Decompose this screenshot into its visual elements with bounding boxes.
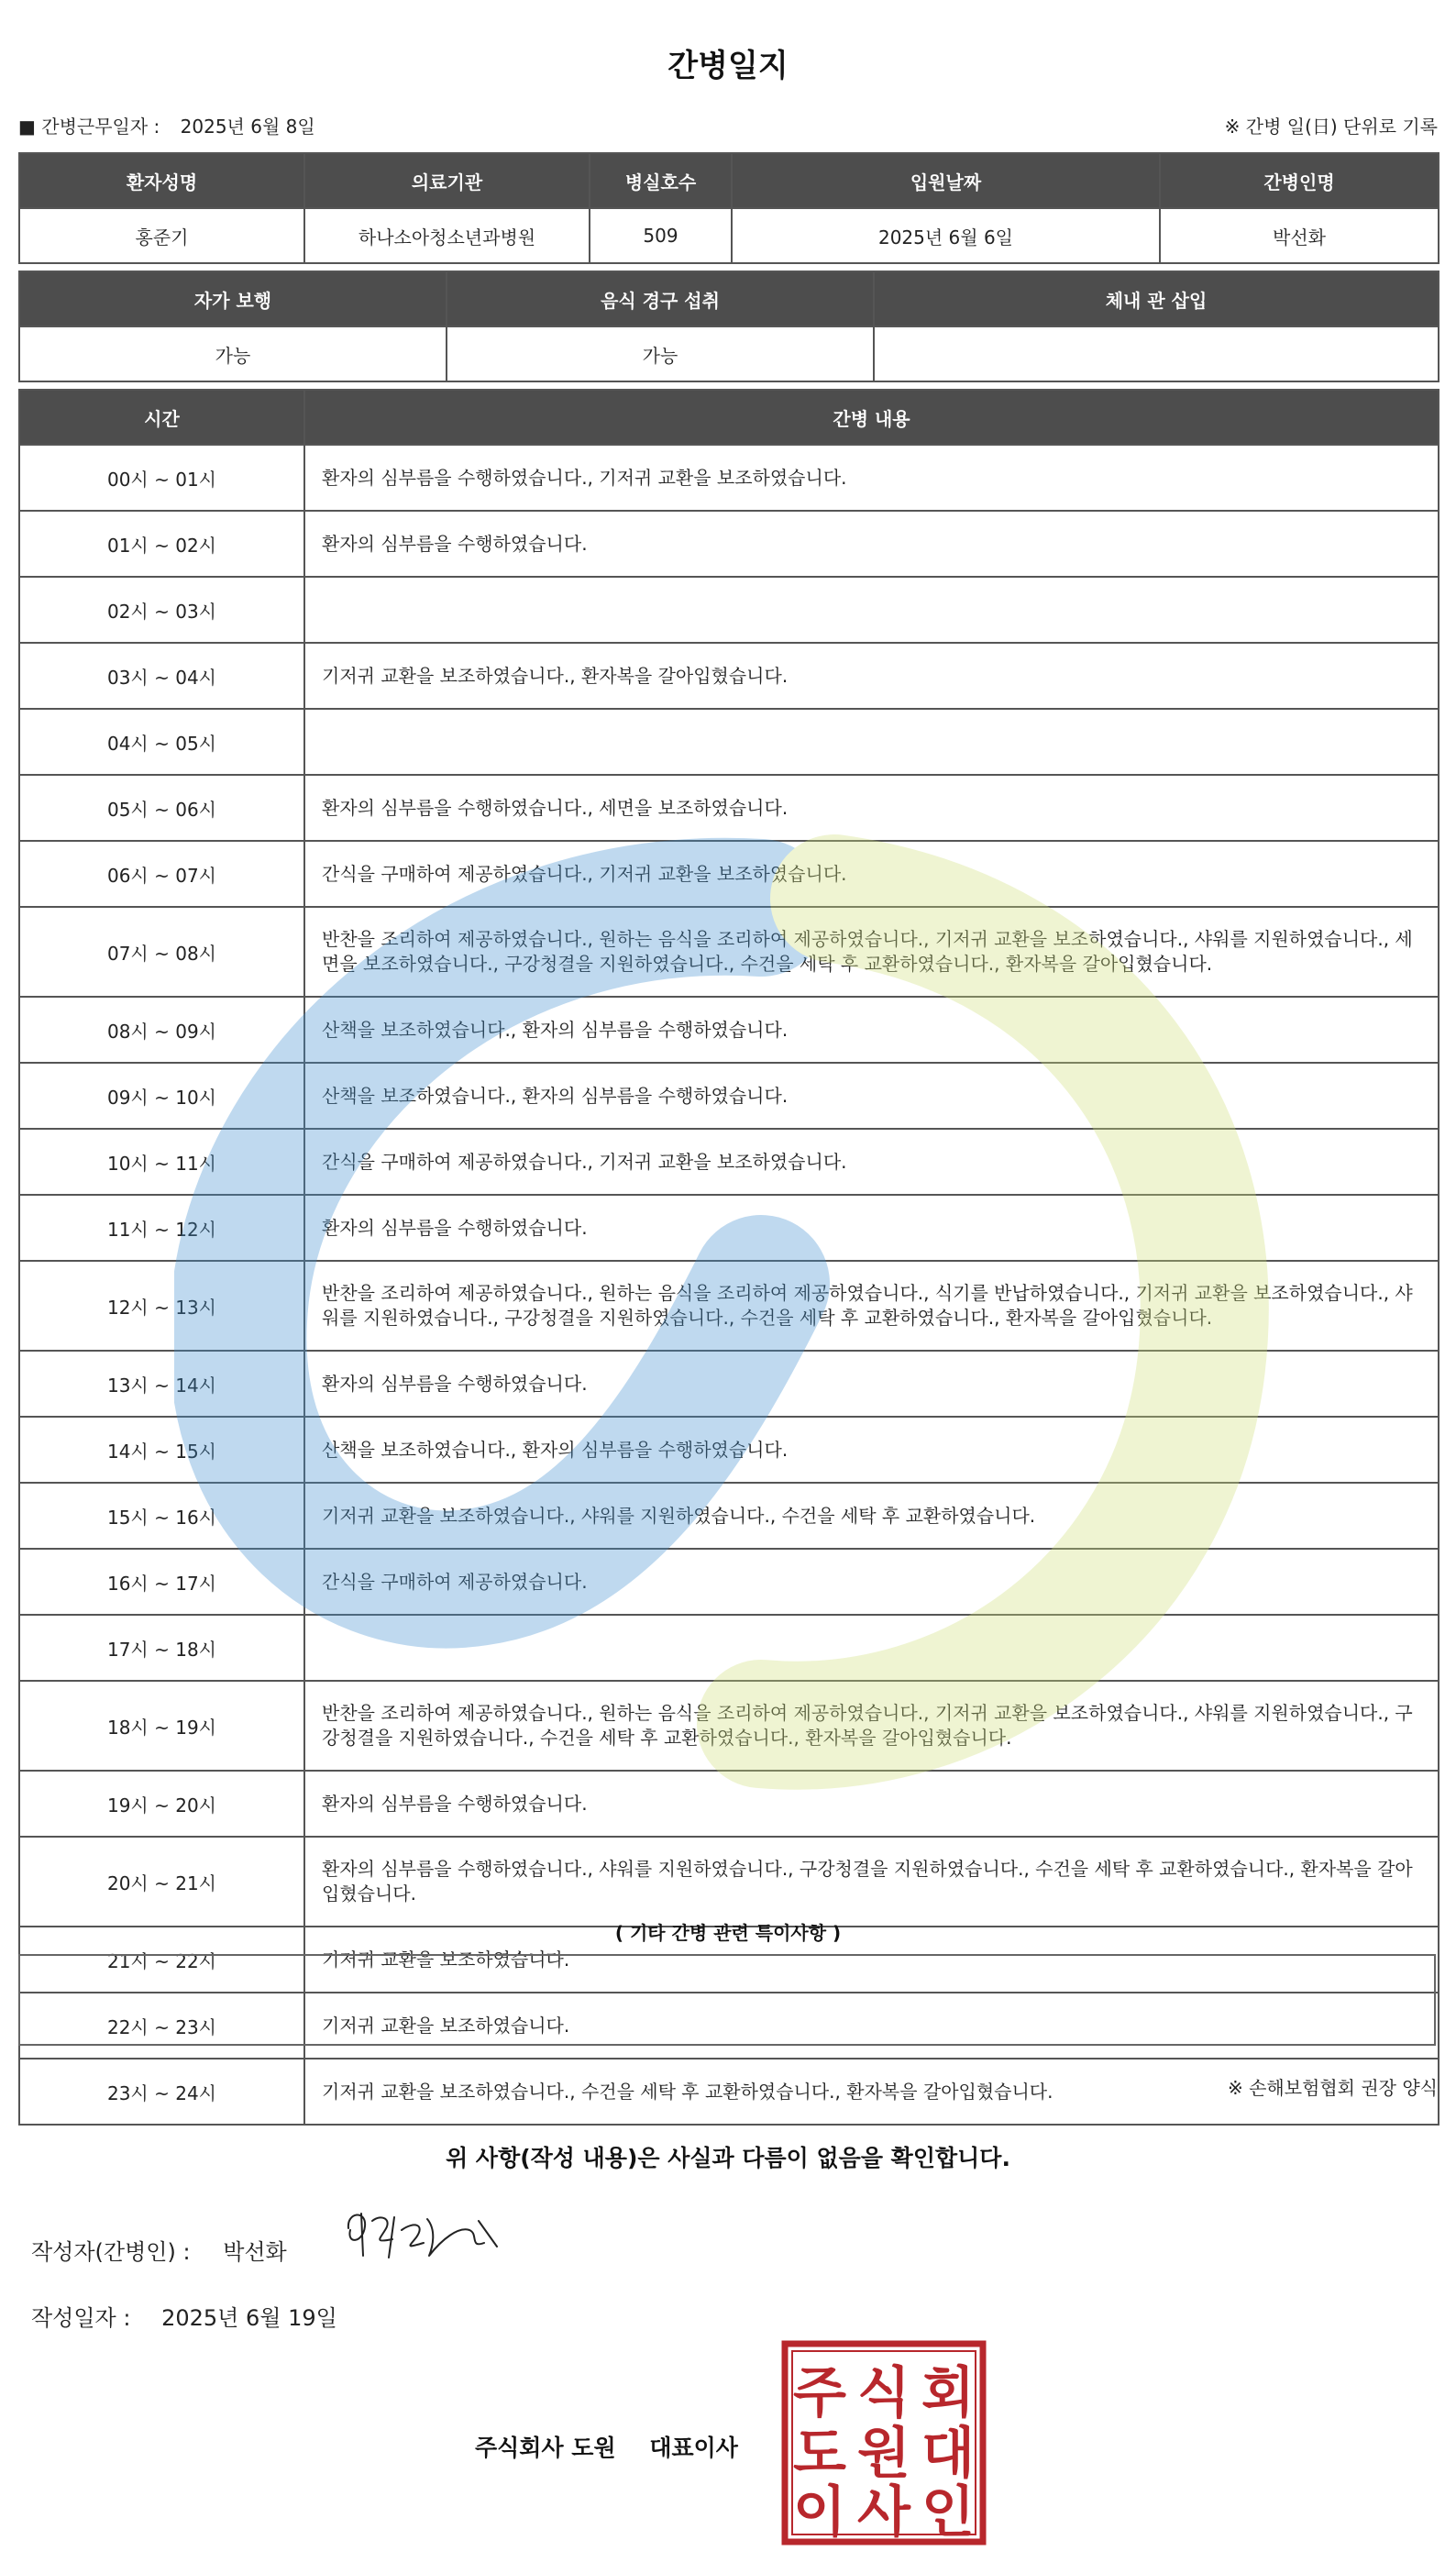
svg-text:회: 회 (921, 2361, 975, 2425)
care-log-row (19, 1681, 1439, 1771)
header-care-content: 간병 내용 (304, 390, 1439, 445)
svg-text:원: 원 (857, 2422, 910, 2486)
work-date-label: ■ 간병근무일자 : (18, 116, 160, 138)
care-log-time: 01시 ~ 02시 (19, 511, 304, 577)
care-log-content: 환자의 심부름을 수행하였습니다., 기저귀 교환을 보조하였습니다. (304, 445, 1439, 511)
care-log-time: 13시 ~ 14시 (19, 1351, 304, 1417)
patient-info-header-row (19, 153, 1439, 208)
care-log-content: 환자의 심부름을 수행하였습니다. (304, 511, 1439, 577)
care-log-time: 17시 ~ 18시 (19, 1615, 304, 1681)
care-log-time: 12시 ~ 13시 (19, 1261, 304, 1351)
care-log-content: 산책을 보조하였습니다., 환자의 심부름을 수행하였습니다. (304, 1063, 1439, 1129)
written-date-line (31, 2300, 337, 2332)
header-caregiver-name: 간병인명 (1160, 153, 1439, 208)
care-log-content: 반찬을 조리하여 제공하였습니다., 원하는 음식을 조리하여 제공하였습니다., 기저귀 교환을 보조하였습니다., 샤워를 지원하였습니다., 세면을 보조하였습니다., 구강청결을 지원하였습니다., 수건을 세탁 후 교환하였습니다., 환자복을 갈아입혔습니다. (304, 907, 1439, 997)
care-log-content: 반찬을 조리하여 제공하였습니다., 원하는 음식을 조리하여 제공하였습니다., 식기를 반납하였습니다., 기저귀 교환을 보조하였습니다., 샤워를 지원하였습니다., 구강청결을 지원하였습니다., 수건을 세탁 후 교환하였습니다., 환자복을 갈아입혔습니다. (304, 1261, 1439, 1351)
care-log-time: 19시 ~ 20시 (19, 1771, 304, 1837)
care-log-content: 기저귀 교환을 보조하였습니다. (304, 1993, 1439, 2059)
care-log-time: 07시 ~ 08시 (19, 907, 304, 997)
care-log-time: 14시 ~ 15시 (19, 1417, 304, 1483)
care-log-time: 10시 ~ 11시 (19, 1129, 304, 1195)
oral-intake-value: 가능 (447, 326, 874, 381)
care-log-row (19, 1195, 1439, 1261)
writer-name: 박선화 (223, 2239, 287, 2265)
care-log-content: 기저귀 교환을 보조하였습니다., 샤워를 지원하였습니다., 수건을 세탁 후 교환하였습니다. (304, 1483, 1439, 1549)
care-log-row (19, 577, 1439, 643)
care-log-content: 기저귀 교환을 보조하였습니다., 수건을 세탁 후 교환하였습니다., 환자복을 갈아입혔습니다. (304, 2059, 1439, 2125)
record-unit-note: ※ 간병 일(日) 단위로 기록 (1224, 116, 1438, 138)
svg-text:이: 이 (793, 2480, 846, 2545)
care-log-time: 18시 ~ 19시 (19, 1681, 304, 1771)
header-tube-insertion: 체내 관 삽입 (874, 271, 1439, 326)
care-log-row (19, 997, 1439, 1063)
caregiver-name: 박선화 (1160, 208, 1439, 263)
care-log-row (19, 841, 1439, 907)
care-log-content: 반찬을 조리하여 제공하였습니다., 원하는 음식을 조리하여 제공하였습니다., 기저귀 교환을 보조하였습니다., 샤워를 지원하였습니다., 구강청결을 지원하였습니다., 수건을 세탁 후 교환하였습니다., 환자복을 갈아입혔습니다. (304, 1681, 1439, 1771)
care-log-row (19, 643, 1439, 709)
status-value-row (19, 326, 1439, 381)
care-log-content: 간식을 구매하여 제공하였습니다., 기저귀 교환을 보조하였습니다. (304, 841, 1439, 907)
care-log-row (19, 775, 1439, 841)
care-log-content: 환자의 심부름을 수행하였습니다., 세면을 보조하였습니다. (304, 775, 1439, 841)
care-log-time: 11시 ~ 12시 (19, 1195, 304, 1261)
care-log-content: 환자의 심부름을 수행하였습니다. (304, 1351, 1439, 1417)
header-self-walking: 자가 보행 (19, 271, 447, 326)
care-log-time: 21시 ~ 22시 (19, 1927, 304, 1993)
company-seal-stamp (781, 2340, 987, 2545)
care-log-time: 00시 ~ 01시 (19, 445, 304, 511)
representative-title: 대표이사 (649, 2435, 738, 2461)
header-oral-intake: 음식 경구 섭취 (447, 271, 874, 326)
care-log-row (19, 1417, 1439, 1483)
handwritten-signature (341, 2203, 506, 2267)
writer-label: 작성자(간병인) : (31, 2239, 191, 2265)
svg-text:도: 도 (793, 2422, 846, 2486)
care-log-content: 산책을 보조하였습니다., 환자의 심부름을 수행하였습니다. (304, 997, 1439, 1063)
care-log-row (19, 1615, 1439, 1681)
care-log-body (19, 445, 1439, 2125)
company-line (475, 2430, 738, 2463)
hospital-name: 하나소아청소년과병원 (304, 208, 590, 263)
care-log-content (304, 577, 1439, 643)
header-patient-name: 환자성명 (19, 153, 304, 208)
care-log-row (19, 445, 1439, 511)
care-log-time: 04시 ~ 05시 (19, 709, 304, 775)
care-log-content: 기저귀 교환을 보조하였습니다. (304, 1927, 1439, 1993)
form-recommendation-note: ※ 손해보험협회 권장 양식 (1227, 2077, 1438, 2099)
care-log-row (19, 2059, 1439, 2125)
notes-box (18, 1954, 1436, 2046)
page-title: 간병일지 (667, 48, 789, 84)
written-date-value: 2025년 6월 19일 (161, 2305, 337, 2331)
care-log-content: 환자의 심부름을 수행하였습니다. (304, 1195, 1439, 1261)
care-log-row (19, 1771, 1439, 1837)
care-log-content: 간식을 구매하여 제공하였습니다., 기저귀 교환을 보조하였습니다. (304, 1129, 1439, 1195)
care-log-time: 03시 ~ 04시 (19, 643, 304, 709)
care-log-row (19, 1837, 1439, 1927)
self-walking-value: 가능 (19, 326, 447, 381)
header-admission-date: 입원날짜 (732, 153, 1160, 208)
svg-text:인: 인 (921, 2480, 975, 2545)
care-log-content: 환자의 심부름을 수행하였습니다. (304, 1771, 1439, 1837)
care-log-time: 15시 ~ 16시 (19, 1483, 304, 1549)
care-log-content: 환자의 심부름을 수행하였습니다., 샤워를 지원하였습니다., 구강청결을 지원하였습니다., 수건을 세탁 후 교환하였습니다., 환자복을 갈아입혔습니다. (304, 1837, 1439, 1927)
care-log-time: 22시 ~ 23시 (19, 1993, 304, 2059)
care-log-row (19, 1261, 1439, 1351)
svg-text:대: 대 (921, 2422, 975, 2486)
work-date-value: 2025년 6월 8일 (180, 116, 315, 138)
care-log-table (18, 389, 1439, 2126)
work-date-line (18, 112, 315, 138)
care-log-content (304, 1615, 1439, 1681)
svg-text:사: 사 (857, 2480, 910, 2545)
patient-info-value-row (19, 208, 1439, 263)
care-log-time: 06시 ~ 07시 (19, 841, 304, 907)
company-name: 주식회사 도원 (475, 2435, 616, 2461)
care-log-content: 산책을 보조하였습니다., 환자의 심부름을 수행하였습니다. (304, 1417, 1439, 1483)
care-log-time: 16시 ~ 17시 (19, 1549, 304, 1615)
patient-info-table (18, 152, 1439, 264)
tube-insertion-value (874, 326, 1439, 381)
writer-line (31, 2234, 287, 2266)
care-log-row (19, 1063, 1439, 1129)
care-log-time: 20시 ~ 21시 (19, 1837, 304, 1927)
care-log-row (19, 511, 1439, 577)
care-log-row (19, 1129, 1439, 1195)
care-log-row (19, 1351, 1439, 1417)
status-header-row (19, 271, 1439, 326)
svg-text:식: 식 (857, 2361, 910, 2425)
confirmation-statement: 위 사항(작성 내용)은 사실과 다름이 없음을 확인합니다. (446, 2145, 1010, 2171)
patient-name: 홍준기 (19, 208, 304, 263)
care-log-row (19, 709, 1439, 775)
written-date-label: 작성일자 : (31, 2305, 131, 2331)
care-log-time: 09시 ~ 10시 (19, 1063, 304, 1129)
care-log-row (19, 1549, 1439, 1615)
header-room-number: 병실호수 (590, 153, 732, 208)
header-hospital: 의료기관 (304, 153, 590, 208)
care-log-content: 기저귀 교환을 보조하였습니다., 환자복을 갈아입혔습니다. (304, 643, 1439, 709)
care-log-header-row (19, 390, 1439, 445)
care-log-row (19, 1483, 1439, 1549)
header-time: 시간 (19, 390, 304, 445)
care-log-content (304, 709, 1439, 775)
patient-status-table (18, 271, 1439, 382)
admission-date: 2025년 6월 6일 (732, 208, 1160, 263)
care-log-time: 23시 ~ 24시 (19, 2059, 304, 2125)
care-log-time: 08시 ~ 09시 (19, 997, 304, 1063)
care-log-time: 02시 ~ 03시 (19, 577, 304, 643)
svg-text:주: 주 (793, 2361, 846, 2425)
notes-title: ( 기타 간병 관련 특이사항 ) (614, 1922, 842, 1944)
care-log-row (19, 907, 1439, 997)
care-log-content: 간식을 구매하여 제공하였습니다. (304, 1549, 1439, 1615)
room-number: 509 (590, 208, 732, 263)
care-log-time: 05시 ~ 06시 (19, 775, 304, 841)
